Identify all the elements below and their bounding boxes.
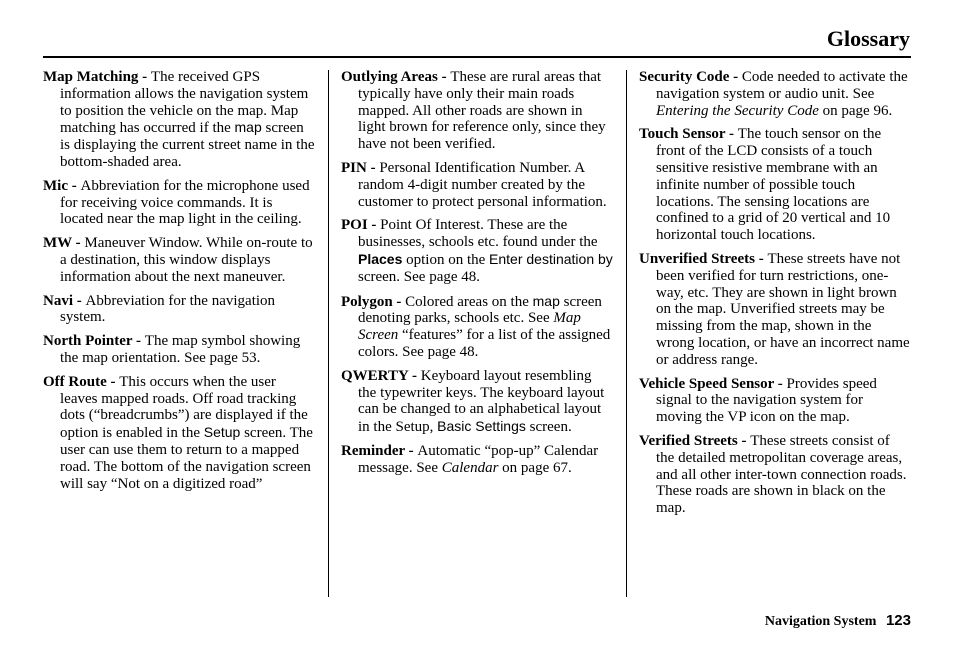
glossary-entry: [43, 374, 315, 493]
definition-text: These streets have not been verified for turn restrictions, one-way, etc. They are shown in light brown on the map. Unverified streets may be missing from the map, shown in the wrong location, or have an incorrect name or address range.: [656, 250, 910, 368]
definition-text: screen. The user can use them to return to a mapped road. The bottom of the navigation screen will say “Not on a digitized road”: [60, 425, 313, 492]
definition-text: screen. See page 48.: [358, 268, 481, 285]
glossary-entry: [43, 69, 315, 171]
definition-text: These streets consist of the detailed metropolitan coverage areas, and all other inter-town connection roads. These roads are shown in black on the map.: [656, 432, 907, 517]
cross-reference: Calendar: [441, 459, 499, 476]
ui-label: Basic Settings: [437, 418, 526, 435]
definition-text: option on the: [402, 251, 490, 268]
glossary-entry: [341, 368, 613, 436]
page-title: Glossary: [826, 26, 910, 51]
glossary-term: POI -: [341, 217, 381, 234]
glossary-term: Unverified Streets -: [639, 250, 768, 267]
ui-label: Enter destination by: [489, 250, 613, 267]
definition-text: Keyboard layout resembling the typewriter keys. The keyboard layout can be changed to an alphabetical layout in the Setup,: [358, 367, 605, 436]
ui-label: Places: [358, 250, 403, 267]
glossary-term: Outlying Areas -: [341, 69, 451, 85]
glossary-term: MW -: [43, 235, 85, 252]
definition-text: “features” for a list of the assigned colors. See page 48.: [358, 327, 611, 360]
definition-text: screen is displaying the current street name in the bottom-shaded area.: [60, 120, 315, 170]
glossary-entry: [43, 235, 315, 285]
definition-text: screen denoting parks, schools etc. See: [358, 293, 602, 327]
column-divider: [328, 70, 329, 597]
definition-text: screen.: [525, 419, 572, 436]
glossary-term: PIN -: [341, 159, 380, 176]
glossary-term: North Pointer -: [43, 333, 145, 350]
definition-text: Maneuver Window. While on-route to a destination, this window displays information about the next maneuver.: [60, 235, 313, 285]
definition-text: This occurs when the user leaves mapped roads. Off road tracking dots (“breadcrumbs”) are displayed if the option is enabled in the: [60, 373, 308, 442]
glossary-term: Off Route -: [43, 373, 120, 390]
definition-text: Provides speed signal to the navigation system for moving the VP icon on the map.: [656, 375, 877, 426]
cross-reference: Entering the Security Code: [656, 102, 819, 119]
glossary-entry: [341, 217, 613, 285]
glossary-entry: [341, 443, 613, 477]
header-rule: [43, 56, 911, 58]
page-number: 123: [885, 612, 911, 629]
definition-text: Abbreviation for the navigation system.: [60, 292, 276, 326]
definition-text: Personal Identification Number. A random 4-digit number created by the customer to protect personal information.: [358, 159, 607, 210]
definition-text: The map symbol showing the map orientation. See page 53.: [60, 333, 301, 366]
definition-text: Code needed to activate the navigation system or audio unit. See: [656, 69, 908, 102]
glossary-term: Security Code -: [639, 69, 742, 85]
definition-text: Colored areas on the: [405, 293, 533, 310]
definition-text: Automatic “pop-up” Calendar message. See: [358, 442, 599, 476]
ui-label: map: [532, 292, 560, 309]
glossary-entry: [639, 433, 911, 517]
glossary-column-1: [43, 69, 315, 499]
ui-label: Setup: [203, 424, 241, 441]
glossary-term: Mic -: [43, 177, 81, 194]
definition-text: The received GPS information allows the navigation system to position the vehicle on the map. Map matching has occurred if the: [60, 69, 309, 137]
ui-label: map: [234, 119, 262, 136]
footer-label: Navigation System: [764, 614, 877, 629]
definition-text: Abbreviation for the microphone used for receiving voice commands. It is located near the map light in the ceiling.: [60, 177, 310, 228]
definition-text: on page 67.: [498, 459, 572, 476]
glossary-entry: [639, 126, 911, 244]
glossary-term: Polygon -: [341, 293, 406, 310]
cross-reference: Map Screen: [358, 310, 581, 344]
page-footer: [765, 612, 911, 630]
glossary-term: Touch Sensor -: [639, 126, 738, 143]
glossary-term: Reminder -: [341, 442, 418, 459]
glossary-entry: [341, 160, 613, 210]
definition-text: Point Of Interest. These are the businesses, schools etc. found under the: [358, 217, 598, 251]
glossary-term: Map Matching -: [43, 69, 151, 85]
glossary-column-3: [639, 69, 911, 524]
glossary-entry: [43, 293, 315, 327]
glossary-entry: [639, 251, 911, 369]
glossary-column-2: [341, 69, 613, 484]
definition-text: The touch sensor on the front of the LCD consists of a touch sensitive resistive membrane with an infinite number of possible touch locations. The sensing locations are confined to a grid of 20 vertical and 10 horizontal touch locations.: [656, 126, 891, 244]
definition-text: These are rural areas that typically have only their main roads mapped. All other roads are shown in light brown for reference only, since they have not been verified.: [358, 69, 606, 153]
column-divider: [626, 70, 627, 597]
glossary-entry: [639, 69, 911, 119]
glossary-entry: [341, 293, 613, 361]
definition-text: on page 96.: [818, 102, 893, 119]
glossary-entry: [43, 333, 315, 367]
glossary-entry: [341, 69, 613, 153]
glossary-term: QWERTY -: [341, 367, 421, 384]
glossary-entry: [639, 376, 911, 426]
glossary-term: Verified Streets -: [639, 432, 751, 449]
glossary-term: Vehicle Speed Sensor -: [639, 375, 787, 392]
glossary-term: Navi -: [43, 292, 86, 309]
glossary-entry: [43, 178, 315, 228]
